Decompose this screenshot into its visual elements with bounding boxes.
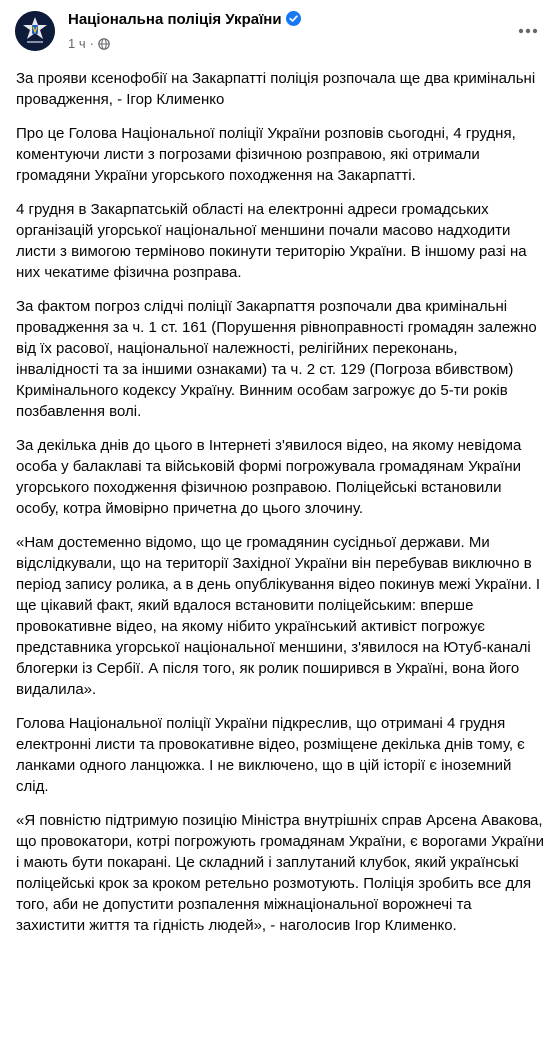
police-emblem-icon — [15, 11, 55, 51]
post-paragraph: Про це Голова Національної поліції України розповів сьогодні, 4 грудня, коментуючи листи з погрозами фізичною розправою, які отримали громадяни України угорського походження на Закарпатті. — [16, 125, 516, 184]
post-paragraph: «Нам достеменно відомо, що це громадянин сусідньої держави. Ми відслідкували, що на території Західної України він перебував виключно в період запису ролика, а в день опублікування відео покинув межі України. І ще цікавий факт, який вдалося встановити поліцейським: вперше провокативне відео, на якому нібито український активіст погрожує представника угорської національної меншини, з'явилося на Ютуб-каналі блогерки із Сербії. А після того, як ролик поширився в Україні, вона його видалила». — [16, 534, 541, 698]
meta-separator: · — [89, 36, 94, 51]
post-paragraph: За фактом погроз слідчі поліції Закарпаття розпочали два кримінальні провадження за ч. 1 ст. 161 (Порушення рівноправності громадян залежно від їх расової, національної належності, релігійних переконань, інвалідності та за іншими ознаками) та ч. 2 ст. 129 (Погроза вбивством) Кримінального кодексу Україну. Винним особам загрожує до 5-ти років позбавлення волі. — [16, 298, 537, 420]
post-time[interactable]: 1 ч — [68, 36, 86, 51]
post-header — [0, 0, 557, 62]
post-paragraph: «Я повністю підтримую позицію Міністра внутрішніх справ Арсена Авакова, що провокатори, котрі погрожують громадянам України, є ворогами України і мають бути покарані. Це складний і заплутаний клубок, який українські поліцейські крок за кроком ретельно розмотують. Поліція зробить все для того, аби не допустити розпалення міжнаціональної ворожнечі та захистити життя та гідність людей», - наголосив Ігор Клименко. — [16, 812, 545, 934]
more-options-button[interactable] — [513, 16, 543, 46]
page-name[interactable] — [68, 11, 301, 28]
page-avatar[interactable] — [15, 11, 55, 51]
globe-icon[interactable] — [98, 38, 110, 50]
verified-badge-icon — [286, 11, 301, 26]
post-body — [16, 68, 544, 949]
post-paragraph: За прояви ксенофобії на Закарпатті поліція розпочала ще два кримінальні провадження, - Ігор Клименко — [16, 70, 536, 108]
post-paragraph: 4 грудня в Закарпатській області на електронні адреси громадських організацій угорської національної меншини почали масово надходити листи з вимогою терміново покинути територію України. В іншому разі на них чекатиме фізична розправа. — [16, 201, 527, 281]
more-options-icon — [518, 28, 538, 34]
post-meta — [68, 36, 110, 51]
post-paragraph: Голова Національної поліції України підкреслив, що отримані 4 грудня електронні листи та провокативне відео, розміщене декілька днів тому, є ланками одного ланцюжка. І не виключено, що в цій історії є іноземний слід. — [16, 715, 525, 795]
post-paragraph: За декілька днів до цього в Інтернеті з'явилося відео, на якому невідома особа у балаклаві та військовій формі погрожувала громадянам України угорського походження фізичною розправою. Поліцейські встановили особу, котра ймовірно причетна до цього злочину. — [16, 437, 522, 517]
author-name[interactable]: Національна поліція України — [68, 11, 282, 28]
